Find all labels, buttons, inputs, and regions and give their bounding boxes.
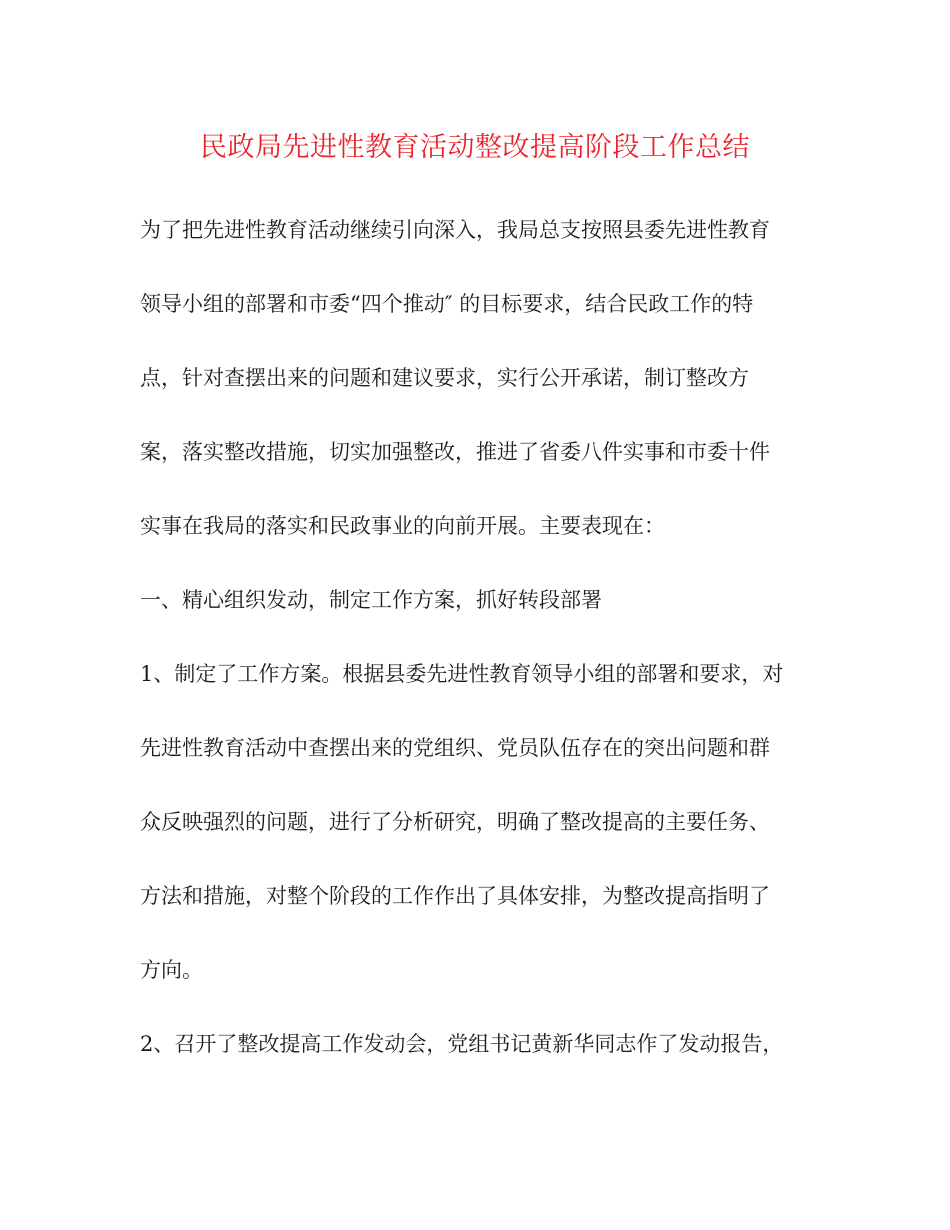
paragraph-line: 案，落实整改措施，切实加强整改，推进了省委八件实事和市委十件: [140, 440, 770, 464]
section-heading: 一、精心组织发动，制定工作方案，抓好转段部署: [140, 588, 602, 612]
paragraph-line: 方向。: [140, 958, 203, 982]
paragraph-line: 1、制定了工作方案。根据县委先进性教育领导小组的部署和要求，对: [140, 662, 784, 686]
paragraph-line: 2、召开了整改提高工作发动会，党组书记黄新华同志作了发动报告，: [140, 1032, 784, 1056]
paragraph-line: 方法和措施，对整个阶段的工作作出了具体安排，为整改提高指明了: [140, 884, 770, 908]
document-title: 民政局先进性教育活动整改提高阶段工作总结: [200, 132, 750, 163]
paragraph-line: 先进性教育活动中查摆出来的党组织、党员队伍存在的突出问题和群: [140, 736, 770, 760]
paragraph-line: 众反映强烈的问题，进行了分析研究，明确了整改提高的主要任务、: [140, 810, 770, 834]
paragraph-line: 实事在我局的落实和民政事业的向前开展。主要表现在：: [140, 514, 665, 538]
paragraph-line: 领导小组的部署和市委“四个推动″ 的目标要求，结合民政工作的特: [140, 292, 754, 316]
paragraph-line: 点，针对查摆出来的问题和建议要求，实行公开承诺，制订整改方: [140, 366, 749, 390]
paragraph-line: 为了把先进性教育活动继续引向深入，我局总支按照县委先进性教育: [140, 218, 770, 242]
